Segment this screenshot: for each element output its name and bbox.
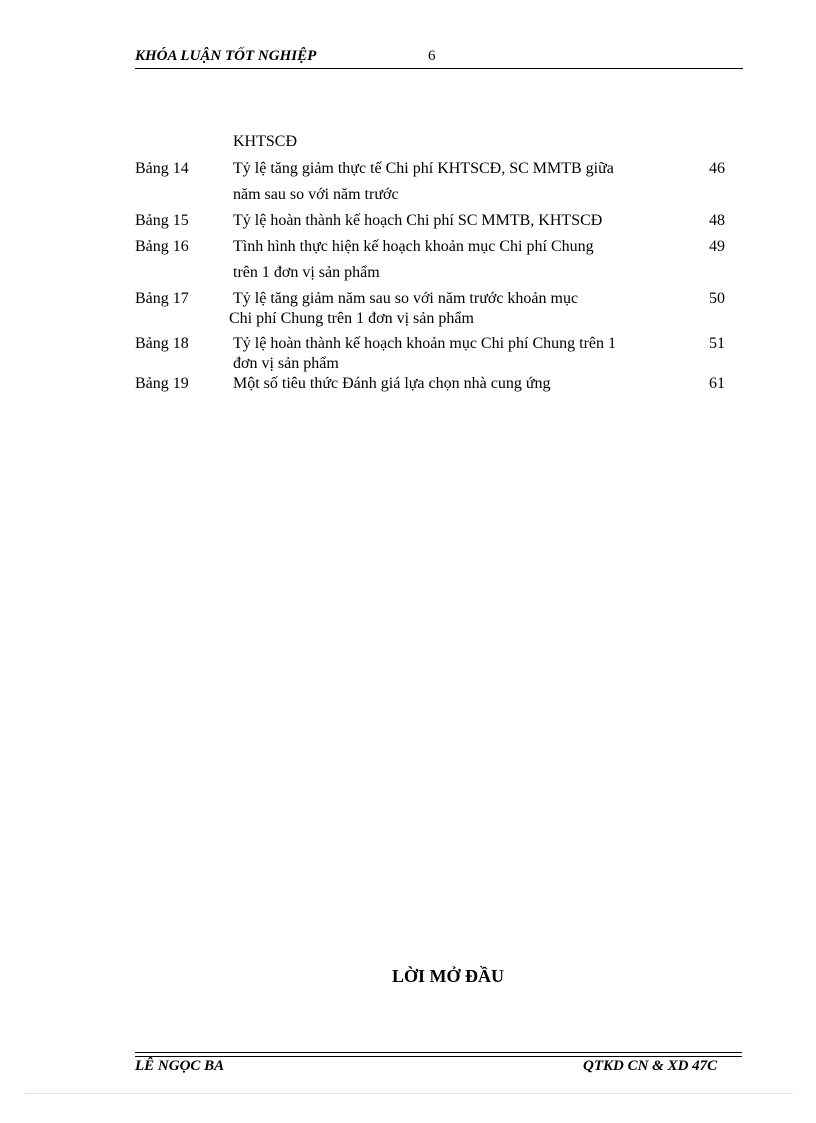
toc-entry-title-cont: Chi phí Chung trên 1 đơn vị sản phẩm xyxy=(229,310,474,327)
section-heading: LỜI MỞ ĐẦU xyxy=(392,966,504,986)
toc-entry-title: Tỷ lệ hoàn thành kế hoạch khoản mục Chi phí Chung trên 1 xyxy=(233,335,617,352)
toc-entry-page: 50 xyxy=(709,290,725,307)
toc-entry-label: Bảng 15 xyxy=(135,212,189,229)
toc-entry-title-cont: đơn vị sản phẩm xyxy=(233,355,339,372)
toc-entry-page: 61 xyxy=(709,375,725,392)
toc-entry-label: Bảng 18 xyxy=(135,335,189,352)
toc-entry-label: Bảng 17 xyxy=(135,290,189,307)
toc-entry-title: Tình hình thực hiện kế hoạch khoản mục Chi phí Chung xyxy=(233,238,594,255)
toc-entry-page: 46 xyxy=(709,160,725,177)
page-bottom-edge xyxy=(24,1093,794,1094)
toc-entry-page: 49 xyxy=(709,238,725,255)
footer-divider xyxy=(135,1056,742,1057)
page-header xyxy=(135,48,743,68)
toc-entry-title: Tỷ lệ hoàn thành kế hoạch Chi phí SC MMTB, KHTSCĐ xyxy=(233,212,603,229)
toc-entry-label: Bảng 14 xyxy=(135,160,189,177)
toc-entry-page: 51 xyxy=(709,335,725,352)
footer-author: LÊ NGỌC BA xyxy=(135,1058,225,1074)
toc-entry-title: Một số tiêu thức Đánh giá lựa chọn nhà cung ứng xyxy=(233,375,551,392)
header-divider xyxy=(135,68,743,69)
header-page-number: 6 xyxy=(428,48,436,64)
toc-continuation-line: KHTSCĐ xyxy=(233,133,298,150)
toc-entry-title: Tỷ lệ tăng giảm thực tế Chi phí KHTSCĐ, SC MMTB giữa xyxy=(233,160,614,177)
toc-entry-title-cont: năm sau so với năm trước xyxy=(233,186,399,203)
toc-entry-label: Bảng 16 xyxy=(135,238,189,255)
footer-divider xyxy=(135,1052,742,1053)
toc-entry-label: Bảng 19 xyxy=(135,375,189,392)
toc-entry-page: 48 xyxy=(709,212,725,229)
header-title: KHÓA LUẬN TỐT NGHIỆP xyxy=(135,48,317,64)
toc-entry-title: Tỷ lệ tăng giảm năm sau so với năm trước khoản mục xyxy=(233,290,579,307)
toc-entry-title-cont: trên 1 đơn vị sản phẩm xyxy=(233,264,380,281)
footer-class: QTKD CN & XD 47C xyxy=(583,1058,718,1074)
